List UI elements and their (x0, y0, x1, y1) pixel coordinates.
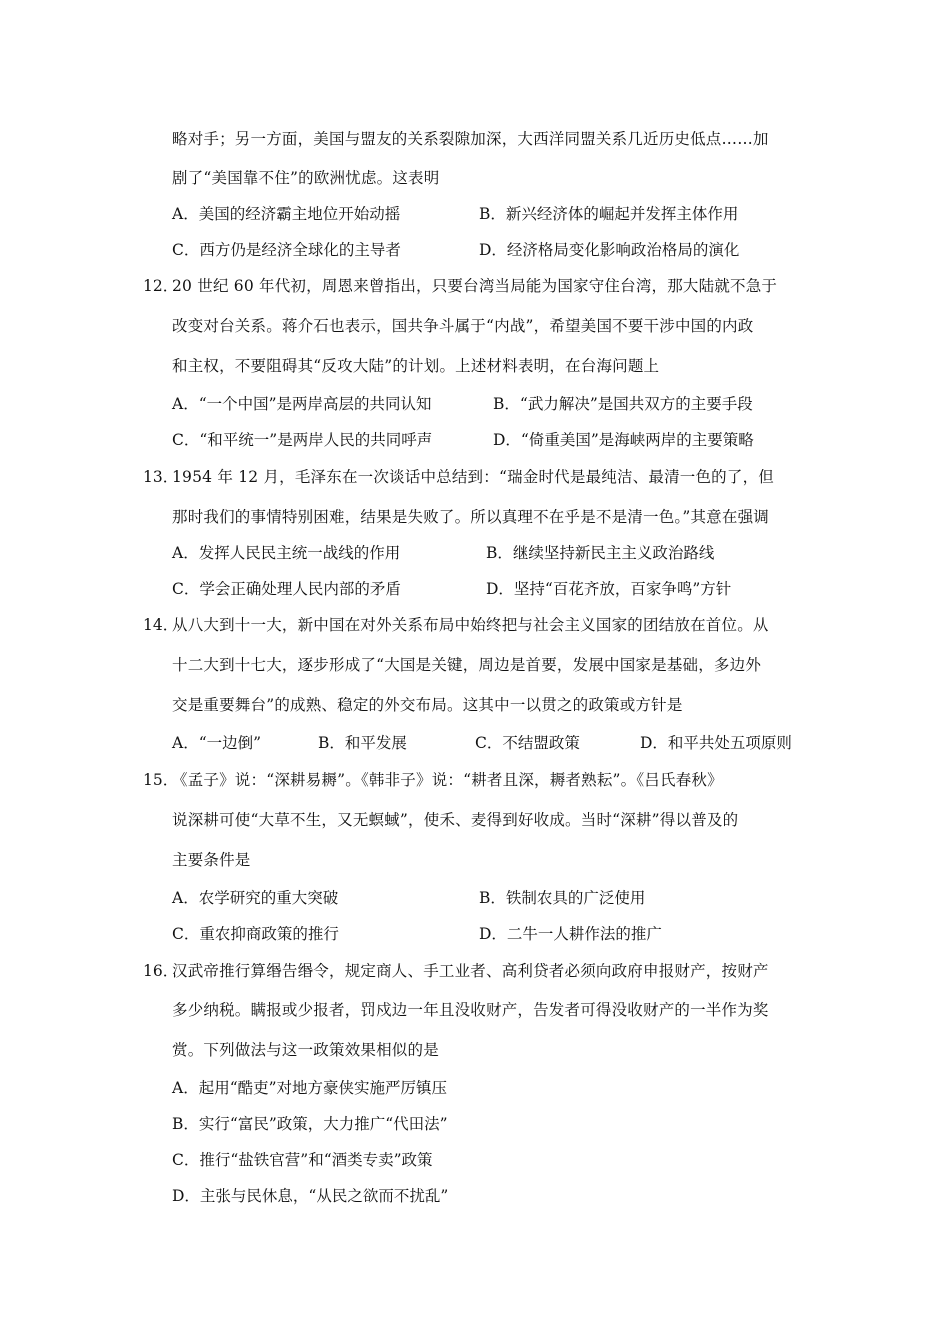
option-c: C．“和平统一”是两岸人民的共同呼声 (172, 431, 433, 449)
option-c: C．重农抑商政策的推行 (172, 925, 339, 943)
option-a: A．发挥人民民主统一战线的作用 (172, 544, 401, 562)
question-text-line: 剧了“美国靠不住”的欧洲忧虑。这表明 (172, 169, 440, 187)
question-text-line: 《孟子》说：“深耕易耨”。《韩非子》说：“耕者且深，耨者熟耘”。《吕氏春秋》 (172, 771, 723, 789)
option-c: C．推行“盐铁官营”和“酒类专卖”政策 (172, 1151, 433, 1169)
option-a: A．农学研究的重大突破 (172, 889, 339, 907)
question-text-line: 主要条件是 (172, 851, 251, 869)
option-d: D．二牛一人耕作法的推广 (479, 925, 662, 943)
question-text-line: 从八大到十一大，新中国在对外关系布局中始终把与社会主义国家的团结放在首位。从 (172, 616, 769, 634)
option-d: D．坚持“百花齐放，百家争鸣”方针 (486, 580, 732, 598)
option-b: B．和平发展 (318, 734, 407, 752)
question-text-line: 和主权，不要阻碍其“反攻大陆”的计划。上述材料表明，在台海问题上 (172, 357, 660, 375)
option-d: D．“倚重美国”是海峡两岸的主要策略 (493, 431, 754, 449)
option-a: A．“一个中国”是两岸高层的共同认知 (172, 395, 432, 413)
question-text-line: 略对手；另一方面，美国与盟友的关系裂隙加深，大西洋同盟关系几近历史低点……加 (172, 130, 769, 148)
question-text-line: 十二大到十七大，逐步形成了“大国是关键，周边是首要，发展中国家是基础，多边外 (172, 656, 762, 674)
question-number: 14． (143, 616, 179, 634)
option-b: B．继续坚持新民主主义政治路线 (486, 544, 715, 562)
question-text-line: 赏。下列做法与这一政策效果相似的是 (172, 1041, 439, 1059)
question-text-line: 那时我们的事情特别困难，结果是失败了。所以真理不在乎是不是清一色。”其意在强调 (172, 508, 769, 526)
option-c: C．学会正确处理人民内部的矛盾 (172, 580, 401, 598)
option-b: B．实行“富民”政策，大力推广“代田法” (172, 1115, 448, 1133)
question-number: 12． (143, 277, 179, 295)
option-a: A．美国的经济霸主地位开始动摇 (172, 205, 401, 223)
question-text-line: 1954 年 12 月，毛泽东在一次谈话中总结到：“瑞金时代是最纯洁、最清一色的了，但 (172, 468, 774, 486)
option-a: A．起用“酷吏”对地方豪侠实施严厉镇压 (172, 1079, 448, 1097)
question-text-line: 改变对台关系。蒋介石也表示，国共争斗属于“内战”，希望美国不要干涉中国的内政 (172, 317, 754, 335)
option-a: A．“一边倒” (172, 734, 262, 752)
question-number: 16． (143, 962, 179, 980)
option-c: C．不结盟政策 (475, 734, 580, 752)
option-d: D．主张与民休息，“从民之欲而不扰乱” (172, 1187, 449, 1205)
question-text-line: 多少纳税。瞒报或少报者，罚戍边一年且没收财产，告发者可得没收财产的一半作为奖 (172, 1001, 769, 1019)
question-number: 13． (143, 468, 179, 486)
option-c: C．西方仍是经济全球化的主导者 (172, 241, 401, 259)
question-number: 15． (143, 771, 179, 789)
question-text-line: 汉武帝推行算缗告缗令，规定商人、手工业者、高利贷者必须向政府申报财产，按财产 (172, 962, 769, 980)
option-b: B．铁制农具的广泛使用 (479, 889, 646, 907)
question-text-line: 交是重要舞台”的成熟、稳定的外交布局。这其中一以贯之的政策或方针是 (172, 696, 683, 714)
option-d: D．和平共处五项原则 (640, 734, 792, 752)
option-b: B．“武力解决”是国共双方的主要手段 (493, 395, 753, 413)
question-text-line: 说深耕可使“大草不生，又无螟蜮”，使禾、麦得到好收成。当时“深耕”得以普及的 (172, 811, 739, 829)
option-b: B．新兴经济体的崛起并发挥主体作用 (479, 205, 739, 223)
option-d: D．经济格局变化影响政治格局的演化 (479, 241, 740, 259)
question-text-line: 20 世纪 60 年代初，周恩来曾指出，只要台湾当局能为国家守住台湾，那大陆就不急于 (172, 277, 778, 295)
